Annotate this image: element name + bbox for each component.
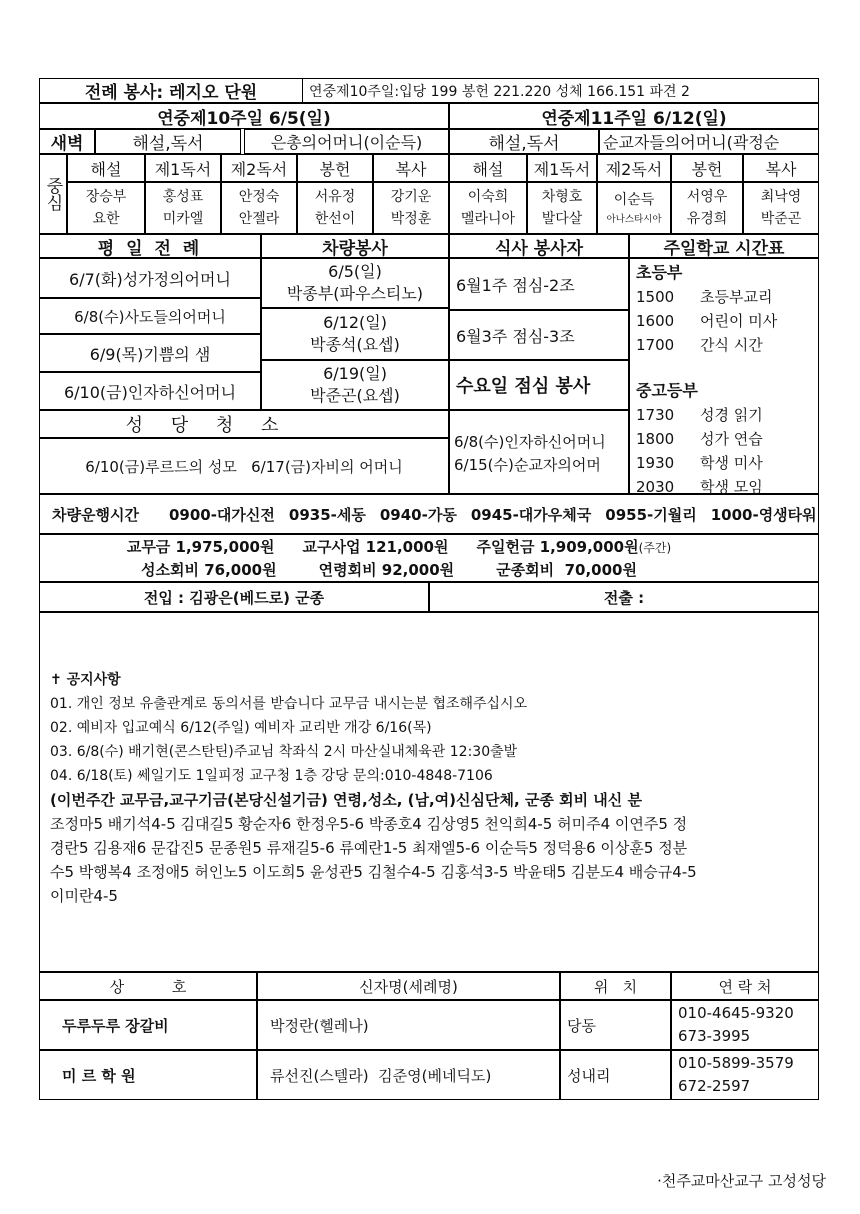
week1-dawn-group: 은총의어머니(이순득) [244, 129, 449, 154]
finance-line-1 [127, 536, 671, 559]
biz-row-contact [671, 1000, 819, 1050]
w1-names-0 [67, 182, 145, 234]
name-line: 안정숙 [238, 188, 280, 205]
phone: 010-5899-3579 [678, 1054, 794, 1072]
weekday-item-1: 6/8(수)사도들의어머니 [39, 298, 261, 334]
w1-names-3 [297, 182, 373, 234]
biz-row-person: 박정란(헬레나) [257, 1000, 560, 1050]
name-line: 홍성표 [162, 188, 204, 205]
finance-note: (주간) [638, 540, 672, 555]
vehicle-name: 박준곤(요셉) [310, 386, 400, 405]
school-header: 주일학교 시간표 [629, 234, 819, 258]
finance-line-2 [141, 559, 637, 581]
school-time: 1930 [636, 454, 675, 472]
school-mid-title: 중고등부 [636, 381, 698, 400]
bus-stop: 1000-영생타워 [710, 505, 817, 524]
footer-parish: ·천주교마산교구 고성성당 [657, 1172, 826, 1190]
school-row [636, 309, 818, 333]
school-time: 1600 [636, 312, 675, 330]
payers-line: 경란5 김용재6 문갑진5 문종원5 류재길5-6 류예란1-5 최재엘5-6 이순득5 정덕용6 이상훈5 정분 [50, 839, 688, 857]
bus-label: 차량운행시간 [52, 505, 139, 524]
cleaning-text: 6/10(금)루르드의 성모 6/17(금)자비의 어머니 [39, 438, 449, 494]
meal-item-1: 6월3주 점심-3조 [449, 310, 629, 360]
payers-line: 이미란4-5 [50, 887, 118, 905]
school-activity: 학생 미사 [700, 454, 763, 472]
w2-names-0 [449, 182, 527, 234]
mid-label: 중심 [39, 154, 67, 234]
w1-role-4: 복사 [373, 154, 449, 182]
cleaning-header-text: 성 당 청 소 [125, 415, 283, 436]
notices [50, 668, 815, 908]
school-time: 1730 [636, 406, 675, 424]
school-row [636, 403, 818, 427]
vehicle-date: 6/19(일) [323, 364, 387, 384]
w1-role-3: 봉헌 [297, 154, 373, 182]
weekday-item-0: 6/7(화)성가정의어머니 [39, 258, 261, 298]
biz-row-contact [671, 1050, 819, 1100]
vehicle-date: 6/5(일) [328, 262, 382, 282]
notice-item: 01. 개인 정보 유출관계로 동의서를 받습니다 교무금 내시는분 협조해주십시오 [50, 696, 528, 712]
bus-stop: 0940-가동 [379, 505, 457, 524]
name-line: 강기운 [390, 188, 432, 205]
week2-title: 연중제11주일 6/12(일) [449, 103, 819, 129]
finance-item: 군종회비 70,000원 [496, 560, 637, 579]
phone: 673-3995 [678, 1027, 751, 1045]
vehicle-item-2 [261, 360, 449, 410]
bus-stop: 0935-세동 [288, 505, 366, 524]
name-line: 유경희 [686, 211, 728, 227]
w1-names-2 [221, 182, 297, 234]
vehicle-date: 6/12(일) [323, 313, 387, 333]
school-activity: 간식 시간 [700, 336, 763, 354]
school-time: 1500 [636, 288, 675, 306]
vehicle-header: 차량봉사 [261, 234, 449, 258]
weekday-item-2: 6/9(목)기쁨의 샘 [39, 334, 261, 372]
vehicle-item-0 [261, 258, 449, 308]
vehicle-name: 박종부(파우스티노) [286, 284, 424, 303]
name-line: 아나스타시아 [606, 213, 662, 225]
school-row [636, 427, 818, 451]
finance-item: 성소회비 76,000원 [141, 560, 277, 579]
payers-line: 수5 박행복4 조정애5 허인노5 이도희5 윤성관5 김철수4-5 김홍석3-5 박윤태5 김분도4 배승규4-5 [50, 863, 697, 881]
phone: 672-2597 [678, 1077, 751, 1095]
dawn-label: 새벽 [39, 129, 95, 154]
name-line: 서영우 [686, 188, 728, 205]
bus-stop: 0945-대가우체국 [470, 505, 592, 524]
name-line: 이숙희 [467, 188, 509, 205]
biz-row-location: 당동 [560, 1000, 671, 1050]
header-stats: 연중제10주일:입당 199 봉헌 221.220 성체 166.151 파견 2 [302, 78, 819, 103]
school-activity: 성가 연습 [700, 430, 763, 448]
cleaning-header [39, 410, 449, 438]
school-row [636, 333, 818, 357]
school-activity: 성경 읽기 [700, 406, 763, 424]
bus-stop: 0955-기월리 [605, 505, 697, 524]
notices-title: ✝ 공지사항 [50, 672, 121, 688]
w2-role-0: 해설 [449, 154, 527, 182]
meal-item-0: 6월1주 점심-2조 [449, 258, 629, 310]
w2-role-1: 제1독서 [527, 154, 597, 182]
notice-item: 03. 6/8(수) 배기현(콘스탄틴)주교님 착좌식 2시 마산실내체육관 12:30출발 [50, 744, 518, 760]
name-line: 차형호 [541, 188, 583, 205]
school-schedule [629, 258, 819, 494]
w2-names-2 [597, 182, 671, 234]
biz-header-person: 신자명(세례명) [257, 972, 560, 1000]
school-activity: 학생 모임 [700, 478, 763, 496]
biz-header-contact: 연 락 처 [671, 972, 819, 1000]
w1-role-2: 제2독서 [221, 154, 297, 182]
biz-header-location: 위 치 [560, 972, 671, 1000]
phone: 010-4645-9320 [678, 1004, 794, 1022]
meal-header: 식사 봉사자 [449, 234, 629, 258]
bus-stop: 0900-대가신전 [168, 505, 275, 524]
school-elem-title: 초등부 [636, 263, 683, 282]
biz-row-name: 두루두루 장갈비 [39, 1000, 257, 1050]
name-line: 미카엘 [162, 211, 204, 227]
name-line: 박준곤 [760, 211, 802, 227]
w2-role-4: 복사 [743, 154, 819, 182]
name-line: 박정훈 [390, 211, 432, 227]
school-activity: 어린이 미사 [700, 312, 778, 330]
w2-role-2: 제2독서 [597, 154, 671, 182]
meal-wed-list [449, 410, 629, 494]
school-time: 2030 [636, 478, 675, 496]
biz-row-location: 성내리 [560, 1050, 671, 1100]
week1-title: 연중제10주일 6/5(일) [39, 103, 449, 129]
meal-wed-item: 6/15(수)순교자의어머 [454, 456, 601, 475]
vehicle-item-1 [261, 308, 449, 360]
notice-item: 02. 예비자 입교예식 6/12(주일) 예비자 교리반 개강 6/16(목) [50, 720, 432, 736]
name-line: 멜라니아 [460, 211, 516, 227]
name-line: 이순득 [613, 192, 655, 209]
school-row [636, 451, 818, 475]
school-time: 1700 [636, 336, 675, 354]
w1-role-1: 제1독서 [145, 154, 221, 182]
name-line: 서유정 [314, 188, 356, 205]
w2-role-3: 봉헌 [671, 154, 743, 182]
finance-item: 연령회비 92,000원 [318, 560, 455, 579]
w2-names-4 [743, 182, 819, 234]
w2-names-1 [527, 182, 597, 234]
school-time: 1800 [636, 430, 675, 448]
week1-dawn-role: 해설,독서 [95, 129, 241, 154]
name-line: 장승부 [85, 188, 127, 205]
weekday-header: 평 일 전 례 [39, 234, 261, 258]
week2-dawn-role: 해설,독서 [449, 129, 599, 154]
vehicle-name: 박종석(요셉) [310, 335, 400, 354]
name-line: 최낙영 [760, 188, 802, 205]
finance [39, 534, 819, 582]
school-row [636, 285, 818, 309]
name-line: 안젤라 [238, 211, 280, 227]
name-line: 요한 [92, 211, 120, 227]
finance-amount: 주일헌금 1,909,000원 [476, 537, 639, 556]
biz-row-person: 류선진(스텔라) 김준영(베네딕도) [257, 1050, 560, 1100]
biz-row-name: 미 르 학 원 [39, 1050, 257, 1100]
payers-line: 조정마5 배기석4-5 김대길5 황순자6 한정우5-6 박종호4 김상영5 천익희4-5 허미주4 이연주5 정 [50, 815, 688, 833]
finance-item [476, 536, 671, 559]
finance-item: 교구사업 121,000원 [302, 537, 449, 556]
w2-names-3 [671, 182, 743, 234]
meal-wed-title: 수요일 점심 봉사 [449, 360, 629, 410]
biz-header-name: 상 호 [39, 972, 257, 1000]
w1-role-0: 해설 [67, 154, 145, 182]
transfer-out: 전출 : [429, 582, 819, 612]
finance-item: 교무금 1,975,000원 [126, 537, 275, 556]
meal-wed-item: 6/8(수)인자하신어머니 [454, 433, 606, 451]
notice-item: 04. 6/18(토) 쎄일기도 1일피정 교구청 1층 강당 문의:010-4848-7106 [50, 768, 493, 784]
w1-names-1 [145, 182, 221, 234]
w1-names-4 [373, 182, 449, 234]
weekday-item-3: 6/10(금)인자하신어머니 [39, 372, 261, 410]
transfer-in: 전입 : 김광은(베드로) 군종 [39, 582, 429, 612]
week2-dawn-group: 순교자들의어머니(곽정순 [599, 129, 819, 154]
name-line: 발다살 [541, 211, 583, 227]
bus-schedule [39, 494, 819, 534]
name-line: 한선이 [314, 211, 356, 227]
header-title: 전례 봉사: 레지오 단원 [39, 78, 303, 103]
school-activity: 초등부교리 [700, 288, 773, 306]
payers-title: (이번주간 교무금,교구기금(본당신설기금) 연령,성소, (남,여)신심단체, 군종 회비 내신 분 [50, 791, 642, 809]
